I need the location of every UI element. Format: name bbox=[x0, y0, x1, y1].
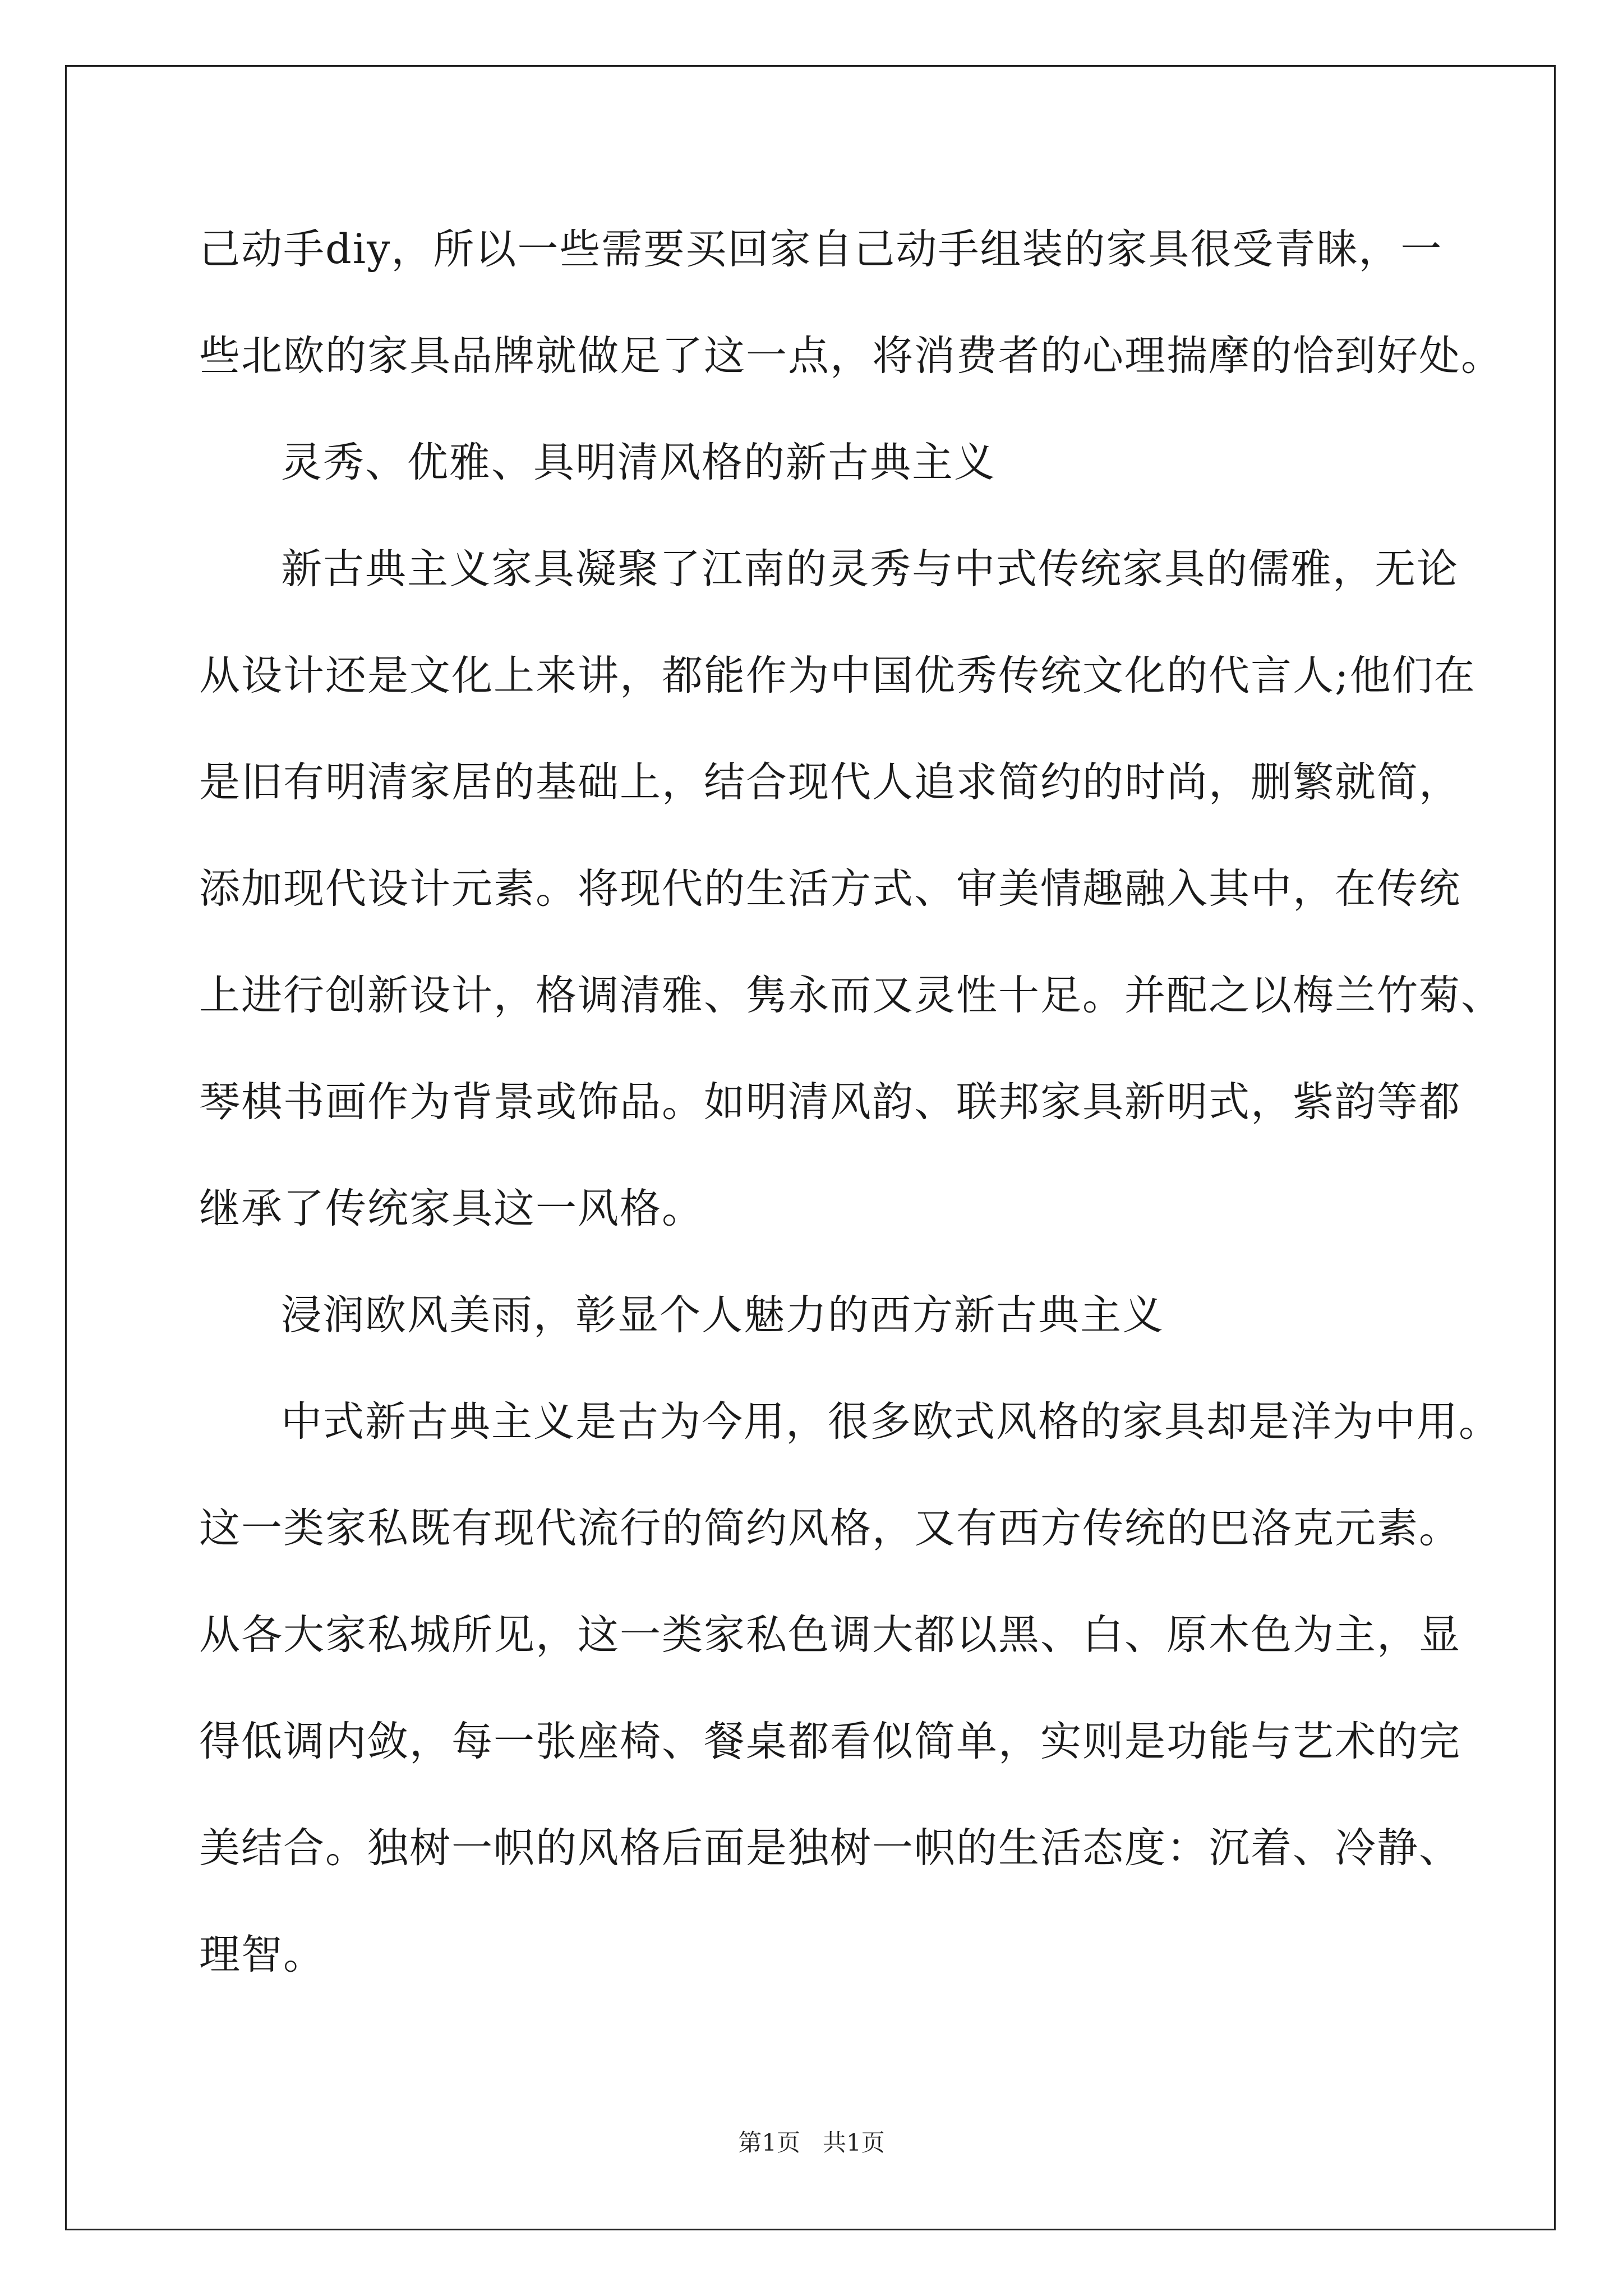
text-line: 理智。 bbox=[199, 1931, 325, 1978]
text-line: 琴棋书画作为背景或饰品。如明清风韵、联邦家具新明式，紫韵等都 bbox=[199, 1078, 1461, 1126]
document-body bbox=[199, 196, 1503, 2008]
text-line: 是旧有明清家居的基础上，结合现代人追求简约的时尚，删繁就简， bbox=[199, 758, 1461, 806]
text-line: 些北欧的家具品牌就做足了这一点，将消费者的心理揣摩的恰到好处。 bbox=[199, 332, 1503, 380]
text-line: 从各大家私城所见，这一类家私色调大都以黑、白、原木色为主，显 bbox=[199, 1611, 1461, 1659]
text-line: 美结合。独树一帜的风格后面是独树一帜的生活态度：沉着、冷静、 bbox=[199, 1824, 1461, 1872]
page-number-total: 共1页 bbox=[823, 2129, 885, 2156]
text-line: 中式新古典主义是古为今用，很多欧式风格的家具却是洋为中用。 bbox=[281, 1398, 1501, 1446]
page-number-current: 第1页 bbox=[738, 2129, 800, 2156]
text-line: 新古典主义家具凝聚了江南的灵秀与中式传统家具的儒雅，无论 bbox=[281, 545, 1459, 593]
text-line: 上进行创新设计，格调清雅、隽永而又灵性十足。并配之以梅兰竹菊、 bbox=[199, 972, 1503, 1019]
text-line: 这一类家私既有现代流行的简约风格，又有西方传统的巴洛克元素。 bbox=[199, 1504, 1461, 1552]
section-heading: 浸润欧风美雨，彰显个人魅力的西方新古典主义 bbox=[281, 1291, 1164, 1339]
text-line: 得低调内敛，每一张座椅、餐桌都看似简单，实则是功能与艺术的完 bbox=[199, 1718, 1461, 1765]
section-heading: 灵秀、优雅、具明清风格的新古典主义 bbox=[281, 439, 996, 486]
text-line: 继承了传统家具这一风格。 bbox=[199, 1185, 704, 1232]
text-line: 从设计还是文化上来讲，都能作为中国优秀传统文化的代言人;他们在 bbox=[199, 652, 1476, 700]
page-footer bbox=[0, 2126, 1623, 2160]
text-line: 添加现代设计元素。将现代的生活方式、审美情趣融入其中，在传统 bbox=[199, 865, 1461, 913]
text-line: 己动手diy，所以一些需要买回家自己动手组装的家具很受青睐，一 bbox=[199, 226, 1443, 273]
